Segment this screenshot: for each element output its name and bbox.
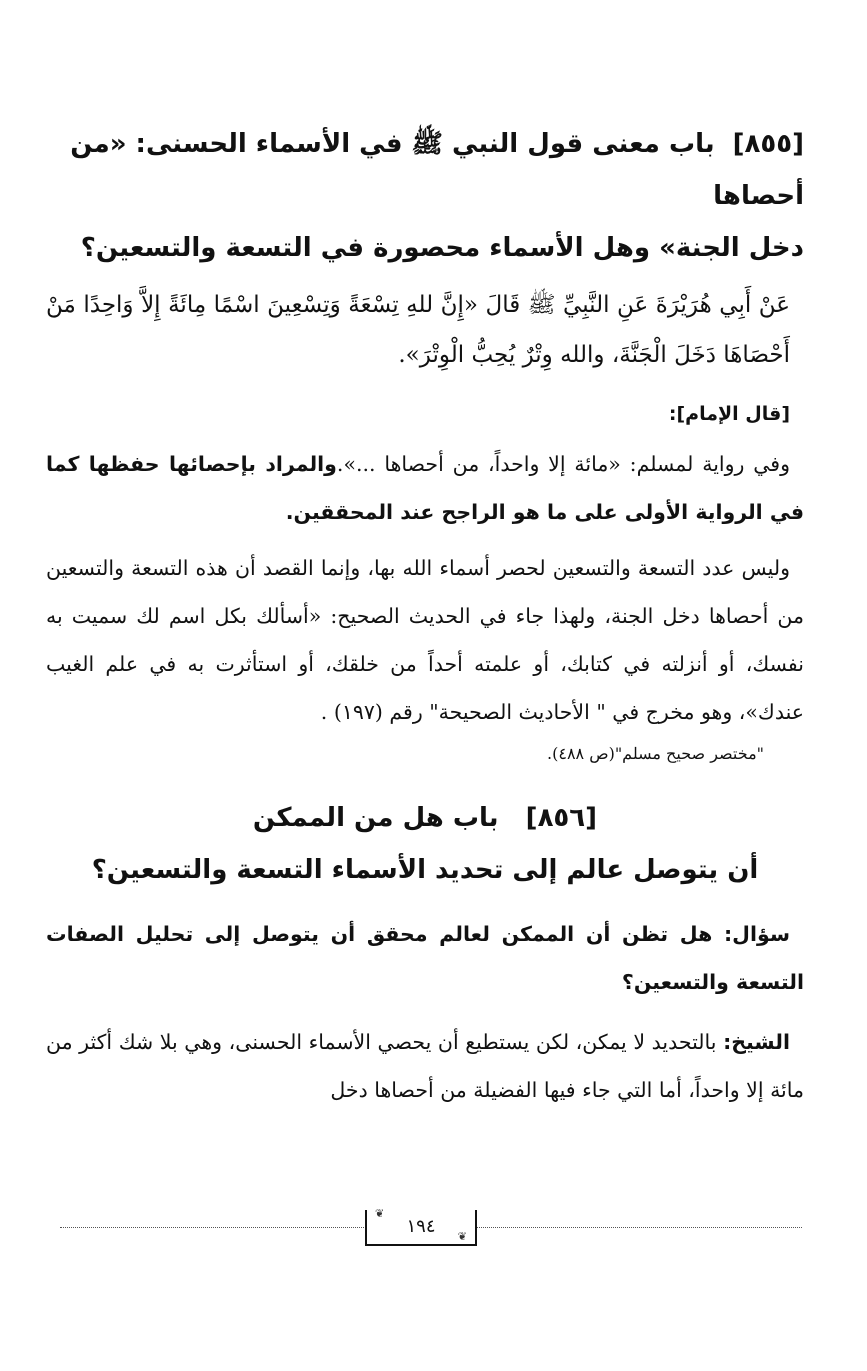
section-856-heading [46, 792, 804, 844]
paragraph-2: وليس عدد التسعة والتسعين لحصر أسماء الله بها، وإنما القصد أن هذه التسعة والتسعين من أحصاها دخل الجنة، ولهذا جاء في الحديث الصحيح: «أسألك بكل اسم لك سميت به نفسك، أو أنزلته في كتابك، أو علمته أحداً من خلقك، أو استأثرت به في علم الغيب عندك»، وهو مخرج في " الأحاديث الصحيحة" رقم (١٩٧) . [46, 556, 804, 724]
paragraph-1-rest: والمراد بإحصائها حفظها كما في الرواية الأولى على ما هو الراجح عند المحققين. [46, 452, 804, 524]
imam-label: [قال الإمام]: [668, 403, 790, 425]
section-855-heading [46, 118, 804, 222]
section-856-title-line2: أن يتوصل عالم إلى تحديد الأسماء التسعة والتسعين؟ [91, 855, 759, 885]
answer-body: بالتحديد لا يمكن، لكن يستطيع أن يحصي الأسماء الحسنى، وهي بلا شك أكثر من مائة إلا واحداً، أما التي جاء فيها الفضيلة من أحصاها دخل [46, 1030, 804, 1102]
section-855-title-line2: دخل الجنة» وهل الأسماء محصورة في التسعة والتسعين؟ [80, 233, 804, 263]
page-body [46, 118, 804, 1114]
reference-citation: "مختصر صحيح مسلم"(ص ٤٨٨). [547, 744, 764, 763]
answer-text [46, 1018, 804, 1114]
paragraph-1-intro: وفي رواية لمسلم: «مائة إلا واحداً، من أحصاها ...». [336, 452, 790, 476]
page-number-box [365, 1207, 477, 1246]
section-855-title-line1: باب معنى قول النبي ﷺ في الأسماء الحسنى: «من أحصاها [70, 129, 804, 211]
ornament-bottom-icon: ❦ [457, 1230, 467, 1243]
ornament-top-icon: ❦ [375, 1207, 385, 1220]
section-856-title-line1: باب هل من الممكن [252, 803, 499, 833]
page-number: ١٩٤ [406, 1216, 436, 1237]
hadith-text [46, 280, 804, 380]
section-856-number: [٨٥٦] [525, 803, 598, 833]
hadith-line2: مَنْ أَحْصَاهَا دَخَلَ الْجَنَّةَ، والله وِتْرٌ يُحِبُّ الْوِتْرَ». [46, 292, 790, 368]
page-footer [60, 1208, 802, 1248]
section-855-number: [٨٥٥] [732, 129, 804, 159]
question-text: سؤال: هل تظن أن الممكن لعالم محقق أن يتوصل إلى تحليل الصفات التسعة والتسعين؟ [46, 922, 804, 994]
paragraph-1 [46, 440, 804, 536]
hadith-line1: عَنْ أَبِي هُرَيْرَةَ عَنِ النَّبِيِّ ﷺ قَالَ «إِنَّ للهِ تِسْعَةً وَتِسْعِينَ اسْمًا مِائَةً إِلاَّ وَاحِدًا [83, 292, 791, 318]
answer-label: الشيخ: [723, 1030, 790, 1054]
